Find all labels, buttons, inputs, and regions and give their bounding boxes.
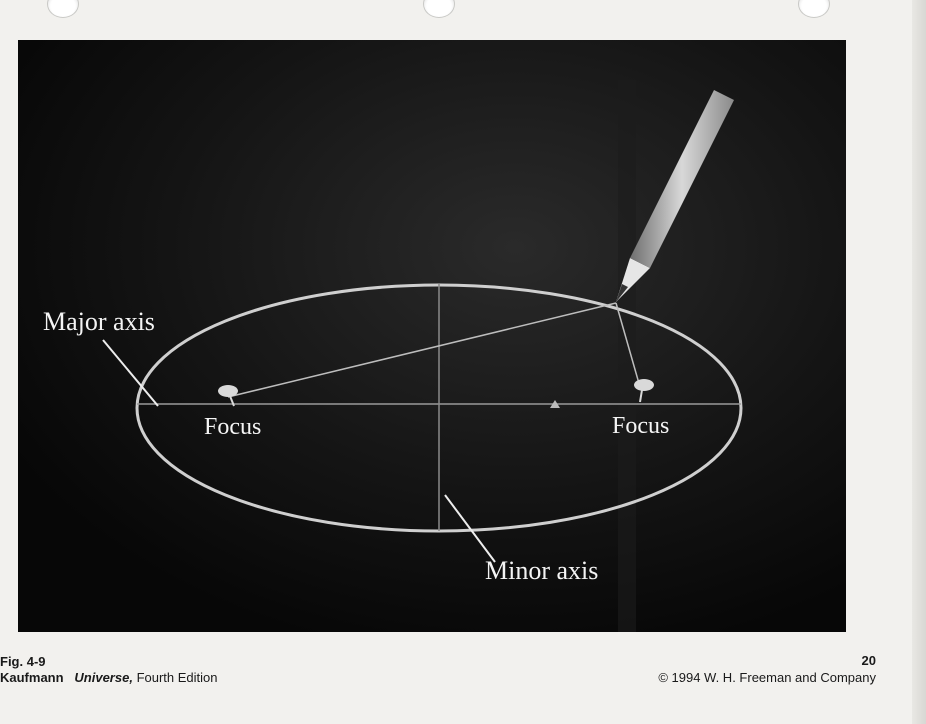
background-texture <box>618 80 636 632</box>
right-focus-label: Focus <box>612 413 670 439</box>
photo-background <box>18 40 846 632</box>
left-focus-label: Focus <box>204 414 262 440</box>
page-edge <box>912 0 926 724</box>
punch-hole-center <box>423 0 455 18</box>
ellipse-photo <box>18 40 846 632</box>
left-focus-pin <box>218 385 238 397</box>
page-number: 20 <box>861 653 876 668</box>
figure-number: Fig. 4-9 <box>0 654 46 669</box>
edition: Fourth Edition <box>136 670 218 685</box>
punch-hole-right <box>798 0 830 18</box>
punch-hole-left <box>47 0 79 18</box>
copyright: © 1994 W. H. Freeman and Company <box>658 670 876 685</box>
ellipse-diagram <box>18 40 846 632</box>
book-title: Universe, <box>74 670 133 685</box>
author: Kaufmann <box>0 670 64 685</box>
book-citation <box>0 670 218 686</box>
right-focus-pin <box>634 379 654 391</box>
major-axis-label: Major axis <box>43 307 155 336</box>
minor-axis-label: Minor axis <box>485 556 599 585</box>
